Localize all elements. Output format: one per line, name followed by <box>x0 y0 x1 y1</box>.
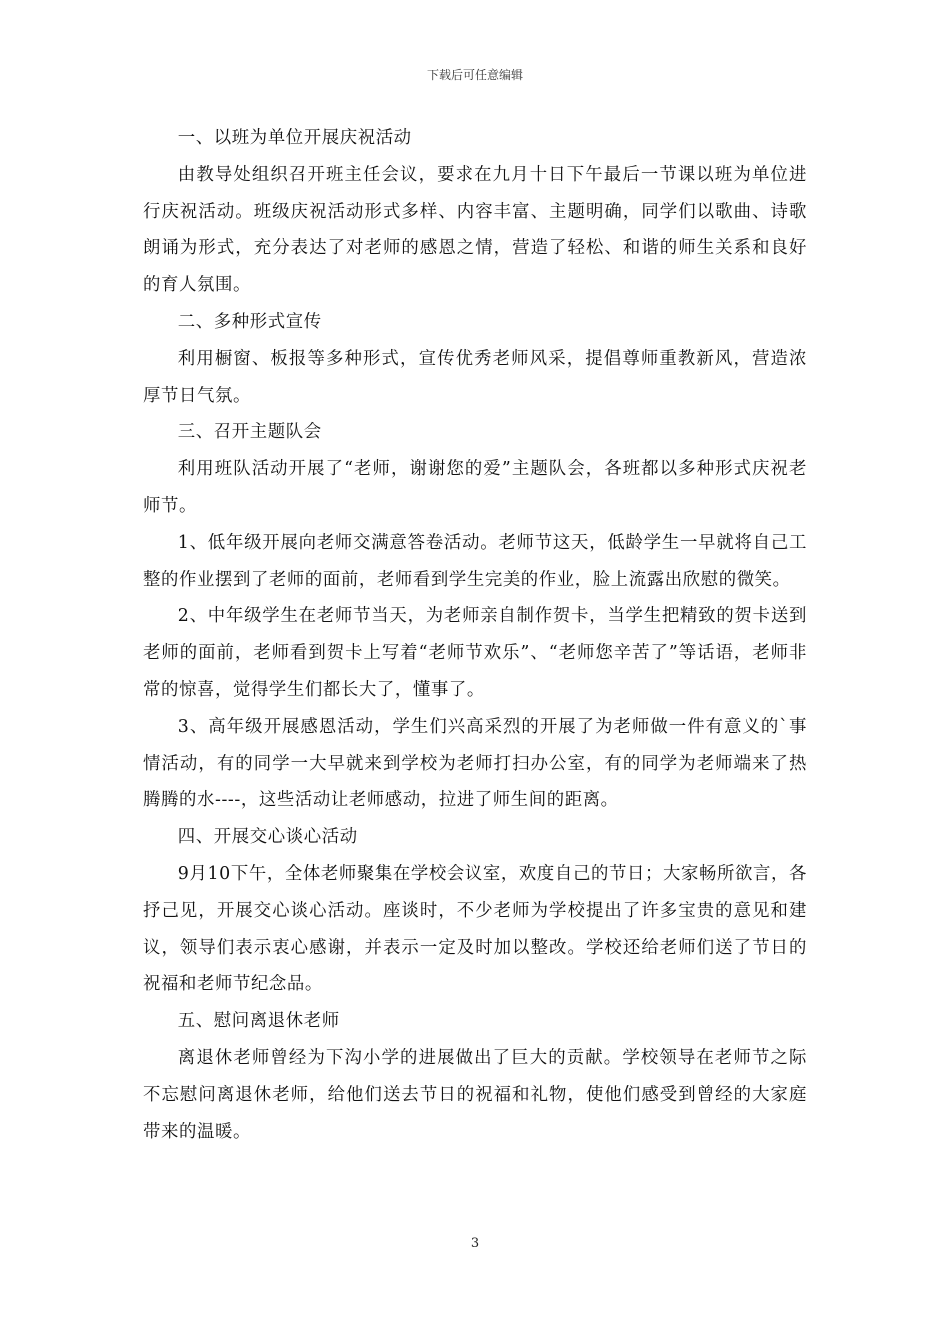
document-body <box>143 120 807 1150</box>
section-heading-3: 三、召开主题队会 <box>177 422 322 443</box>
section-heading-2: 二、多种形式宣传 <box>177 311 322 332</box>
paragraph-retired-teachers: 离退休老师曾经为下沟小学的进展做出了巨大的贡献。学校领导在老师节之际不忘慰问离退休老师，给他们送去节日的祝福和礼物，使他们感受到曾经的大家庭带来的温暖。 <box>143 1047 807 1142</box>
section-heading-4: 四、开展交心谈心活动 <box>177 827 358 848</box>
paragraph-lower-grade: 1、低年级开展向老师交满意答卷活动。老师节这天，低龄学生一早就将自己工整的作业摆到了老师的面前，老师看到学生完美的作业，脸上流露出欣慰的微笑。 <box>143 532 807 590</box>
paragraph-theme-meeting: 利用班队活动开展了“老师，谢谢您的爱”主题队会，各班都以多种形式庆祝老师节。 <box>143 459 807 516</box>
section-heading-1: 一、以班为单位开展庆祝活动 <box>177 128 412 148</box>
page-header: 下载后可任意编辑 <box>426 68 523 82</box>
page-number: 3 <box>470 1236 480 1251</box>
paragraph-publicity: 利用橱窗、板报等多种形式，宣传优秀老师风采，提倡尊师重教新风，营造浓厚节日气氛。 <box>143 348 807 406</box>
paragraph-middle-grade: 2、中年级学生在老师节当天，为老师亲自制作贺卡，当学生把精致的贺卡送到老师的面前，老师看到贺卡上写着“老师节欢乐”、“老师您辛苦了”等话语，老师非常的惊喜，觉得学生们都长大了，懂事了。 <box>143 606 807 700</box>
paragraph-upper-grade: 3、高年级开展感恩活动，学生们兴高采烈的开展了为老师做一件有意义的`事情活动，有的同学一大早就来到学校为老师打扫办公室，有的同学为老师端来了热腾腾的水----，这些活动让老师感动，拉进了师生间的距离。 <box>143 716 807 811</box>
section-heading-5: 五、慰问离退休老师 <box>177 1011 340 1032</box>
paragraph-heart-talk: 9月10下午，全体老师聚集在学校会议室，欢度自己的节日；大家畅所欲言，各抒己见，开展交心谈心活动。座谈时，不少老师为学校提出了许多宝贵的意见和建议，领导们表示衷心感谢，并表示一定及时加以整改。学校还给老师们送了节日的祝福和老师节纪念品。 <box>143 863 807 995</box>
paragraph-class-celebration: 由教导处组织召开班主任会议，要求在九月十日下午最后一节课以班为单位进行庆祝活动。班级庆祝活动形式多样、内容丰富、主题明确，同学们以歌曲、诗歌朗诵为形式，充分表达了对老师的感恩之情，营造了轻松、和谐的师生关系和良好的育人氛围。 <box>143 164 807 296</box>
